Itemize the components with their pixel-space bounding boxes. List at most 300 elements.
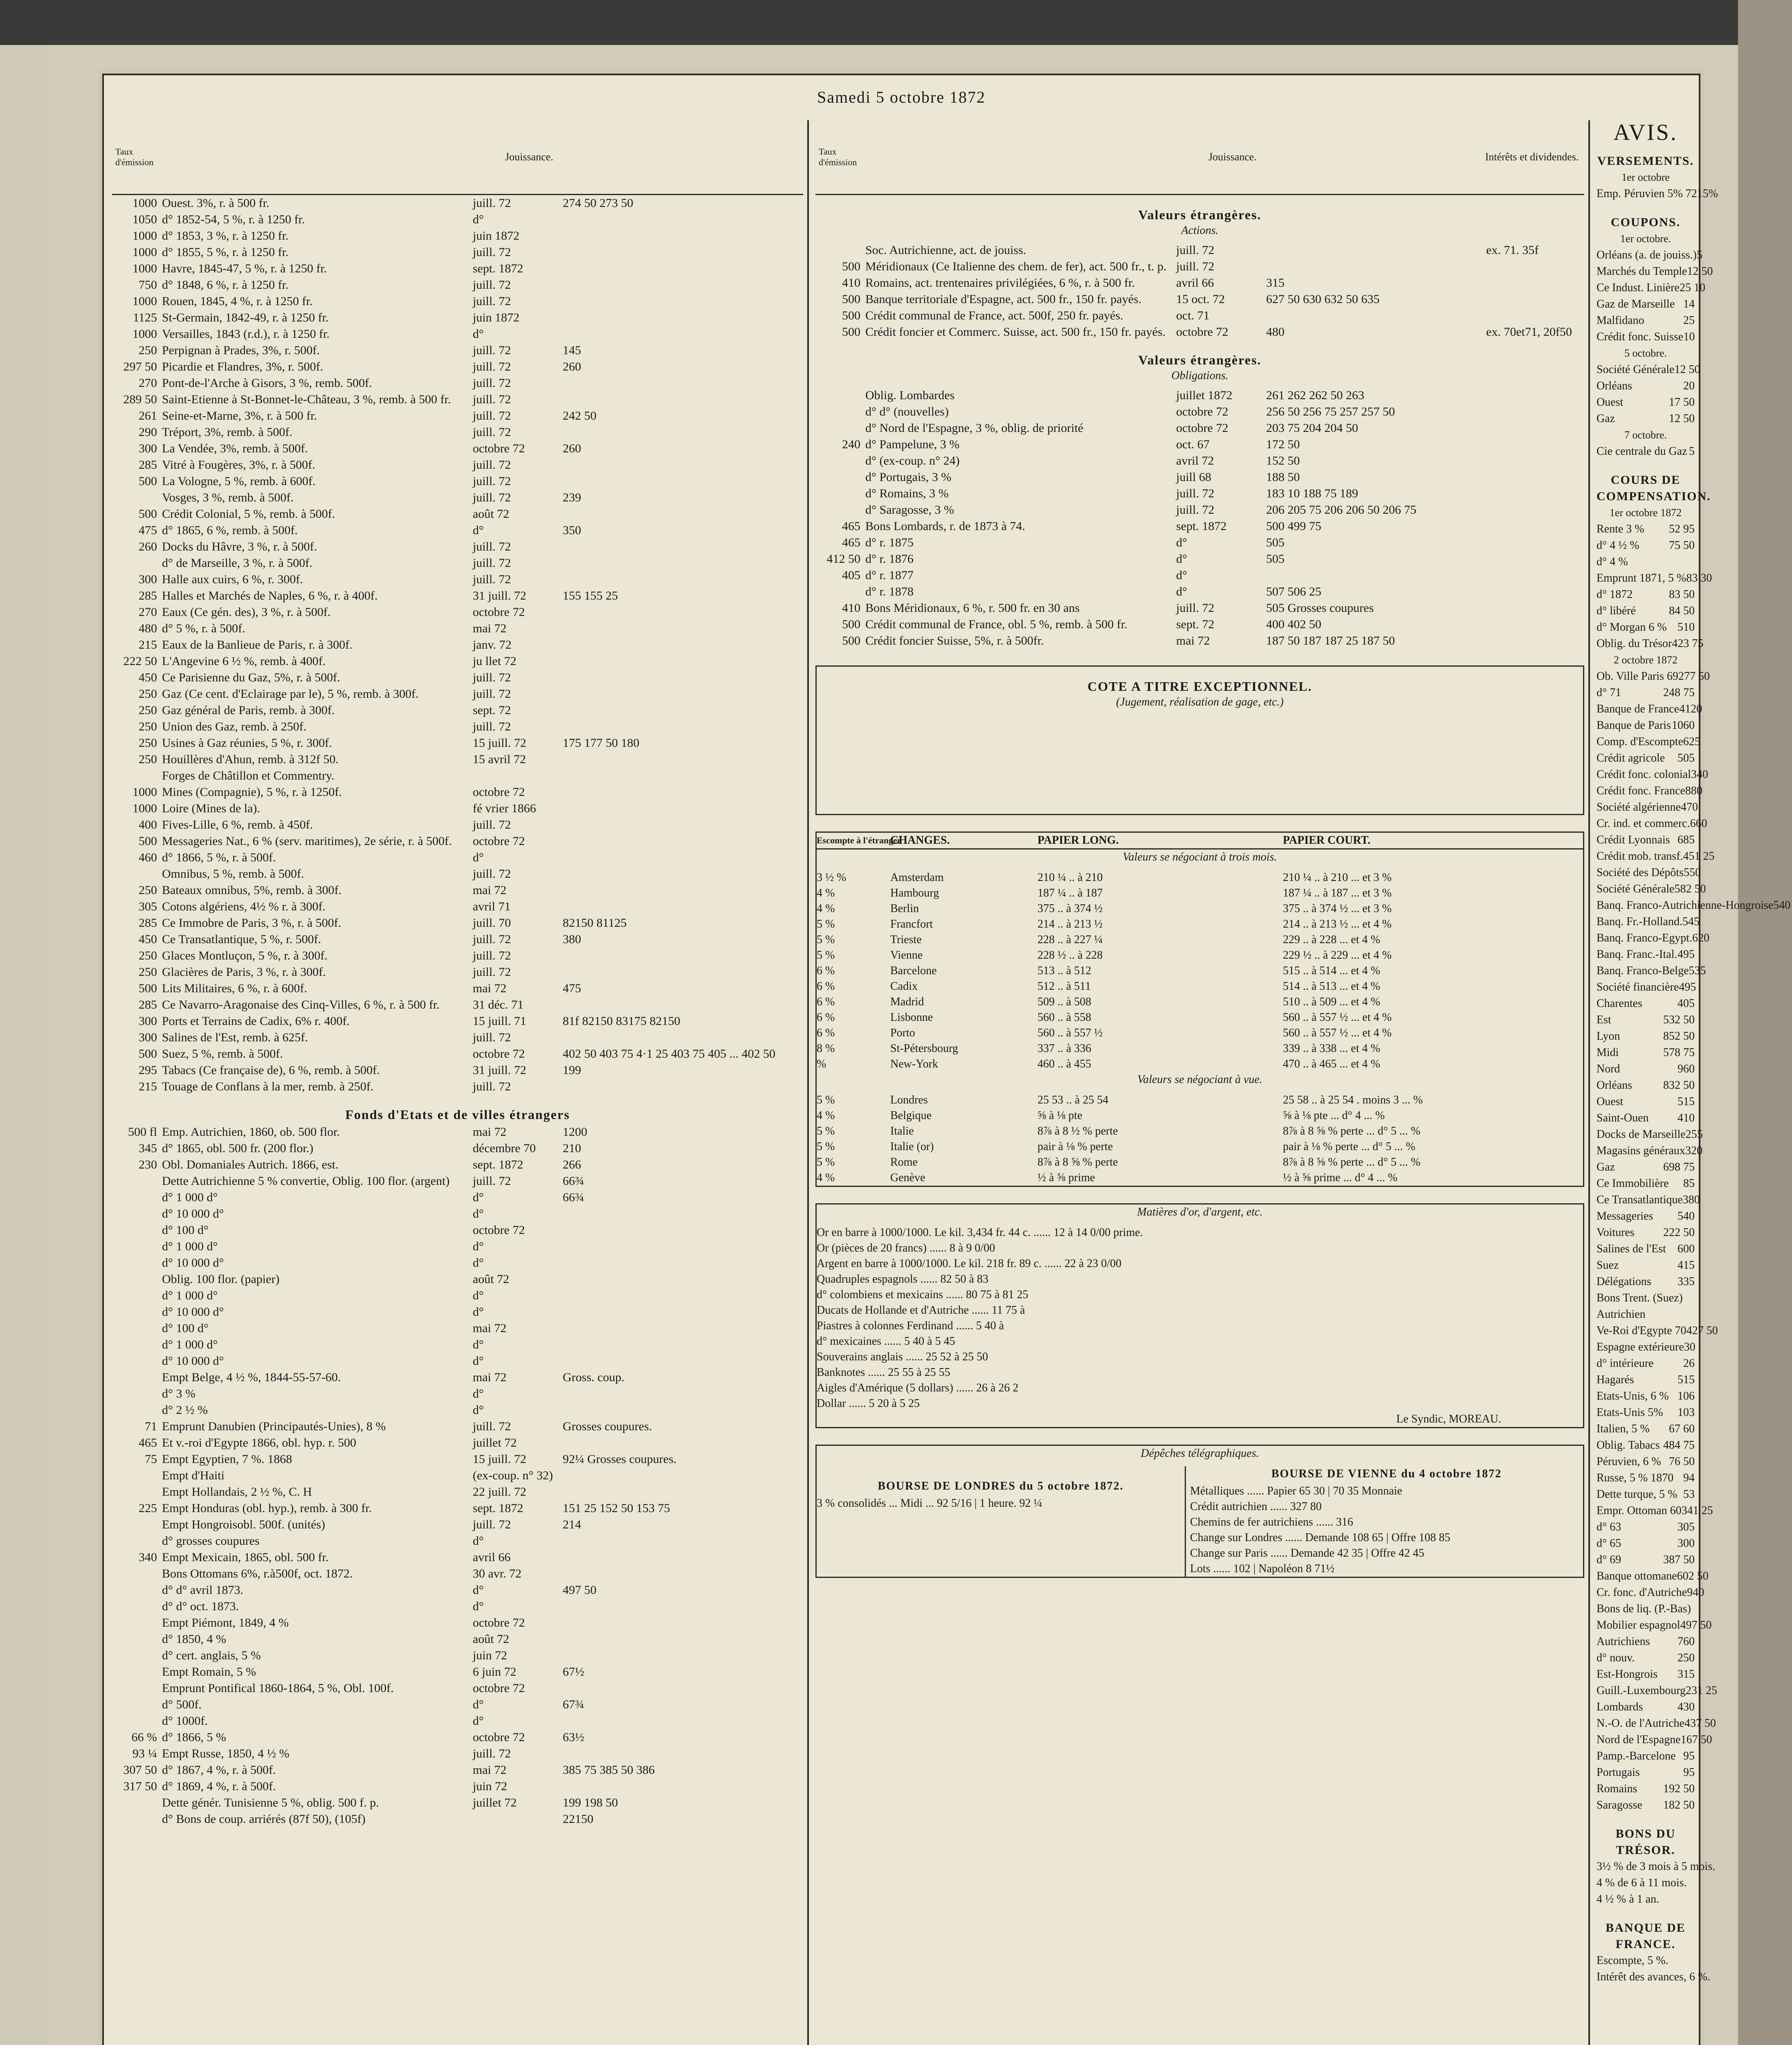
- item-label: Cr. fonc. d'Autriche: [1597, 1586, 1687, 1599]
- row-label: Empt Romain, 5 %: [162, 1665, 256, 1679]
- row-label: d° Romains, 3 %: [865, 487, 949, 500]
- list-item: [1597, 312, 1695, 329]
- item-value: 578 75: [1663, 1046, 1695, 1059]
- item-label: Italien, 5 %: [1597, 1423, 1650, 1435]
- row-jouissance: juill. 72: [473, 556, 511, 570]
- item-label: Emp. Péruvien 5% 72: [1597, 187, 1697, 200]
- header-rate: Taux d'émission: [819, 146, 857, 167]
- table-row: [112, 1435, 803, 1451]
- row-rate: 225: [139, 1501, 157, 1515]
- row-quotes: [563, 702, 803, 719]
- row-label: Crédit foncier Suisse, 5%, r. à 500fr.: [865, 634, 1044, 647]
- change-place: Francfort: [890, 918, 933, 930]
- matiere-row: Dollar ...... 5 20 à 5 25: [817, 1397, 920, 1410]
- row-rate: 475: [139, 524, 157, 537]
- item-value: 423 75: [1672, 637, 1704, 650]
- changes-row: [817, 1056, 1583, 1072]
- table-row: [112, 1778, 803, 1795]
- list-item: [1597, 1421, 1695, 1437]
- table-row: [112, 293, 803, 310]
- row-jouissance: juill. 72: [473, 294, 511, 308]
- list-item: [1597, 1437, 1695, 1454]
- item-value: 600: [1677, 1243, 1695, 1255]
- change-court: 470 .. à 465 ... et 4 %: [1283, 1058, 1380, 1070]
- change-place: Amsterdam: [890, 871, 944, 884]
- changes-row: [817, 948, 1583, 963]
- table-row: [112, 702, 803, 719]
- change-escompte: 5 %: [817, 918, 835, 930]
- matiere-row: Argent en barre à 1000/1000. Le kil. 218 fr. 89 c. ...... 22 à 23 0/00: [817, 1257, 1122, 1270]
- row-rate: 300: [139, 1014, 157, 1028]
- row-jouissance: juill. 72: [473, 867, 511, 881]
- item-label: Crédit fonc. Suisse: [1597, 330, 1684, 343]
- item-label: Bons Trent. (Suez): [1597, 1292, 1683, 1304]
- row-jouissance: août 72: [473, 507, 510, 521]
- row-quotes: 350: [563, 524, 581, 537]
- row-quotes: [563, 768, 803, 784]
- row-label: Empt Russe, 1850, 4 ½ %: [162, 1747, 290, 1760]
- item-label: Ce Indust. Linière: [1597, 281, 1680, 294]
- header-interets: Intérêts et dividendes.: [1485, 151, 1579, 163]
- item-label: Etats-Unis 5%: [1597, 1406, 1663, 1419]
- row-label: Bons Méridionaux, 6 %, r. 500 fr. en 30 ans: [865, 601, 1080, 615]
- item-value: 26: [1683, 1357, 1695, 1370]
- list-item: [1597, 1257, 1695, 1274]
- change-place: Berlin: [890, 902, 919, 915]
- item-value: 106: [1677, 1390, 1695, 1402]
- change-long: ½ à ⅝ prime: [1037, 1171, 1095, 1184]
- matiere-row: Banknotes ...... 25 55 à 25 55: [817, 1366, 950, 1379]
- item-value: 83 50: [1669, 588, 1695, 601]
- list-item: [1597, 1077, 1695, 1094]
- row-jouissance: octobre 72: [473, 834, 525, 848]
- table-row: [112, 326, 803, 342]
- row-jouissance: sept. 72: [473, 703, 511, 717]
- row-jouissance: avril 66: [1176, 276, 1214, 290]
- list-item: [1597, 1568, 1709, 1584]
- change-long: ⅝ à ⅛ pte: [1037, 1109, 1082, 1122]
- row-rate: [112, 1173, 162, 1189]
- row-rate: 93 ¼: [132, 1747, 157, 1760]
- matiere-row: Aigles d'Amérique (5 dollars) ...... 26 à 26 2: [817, 1382, 1019, 1394]
- row-jouissance: mai 72: [473, 982, 507, 995]
- row-rate: 300: [139, 573, 157, 586]
- row-quotes: [563, 1631, 803, 1647]
- row-quotes: 172 50: [1266, 438, 1300, 451]
- item-value: 832 50: [1663, 1079, 1695, 1092]
- table-row: [112, 849, 803, 866]
- row-quotes: [563, 948, 803, 964]
- changes-row: [817, 1155, 1583, 1170]
- row-label: Gaz général de Paris, remb. à 300f.: [162, 703, 335, 717]
- row-quotes: [563, 1746, 803, 1762]
- row-quotes: [563, 1337, 803, 1353]
- table-row: [112, 882, 803, 899]
- row-quotes: [563, 751, 803, 768]
- item-label: Péruvien, 6 %: [1597, 1455, 1661, 1468]
- row-label: Oblig. 100 flor. (papier): [162, 1272, 280, 1286]
- row-jouissance: avril 72: [1176, 454, 1214, 467]
- table-row: [112, 620, 803, 637]
- change-place: Genève: [890, 1171, 925, 1184]
- row-rate: 305: [139, 900, 157, 913]
- row-jouissance: juill. 72: [473, 949, 511, 962]
- list-item: [1597, 1045, 1695, 1061]
- row-label: Salines de l'Est, remb. à 625f.: [162, 1031, 308, 1044]
- row-label: Bons Lombards, r. de 1873 à 74.: [865, 519, 1025, 533]
- item-label: Portugais: [1597, 1766, 1640, 1779]
- row-label: d° Bons de coup. arriérés (87f 50), (105f): [162, 1812, 366, 1826]
- row-label: d° 1866, 5 %, r. à 500f.: [162, 851, 276, 864]
- row-rate: 250: [139, 753, 157, 766]
- table-row: [815, 535, 1584, 551]
- row-jouissance: juill. 72: [473, 1518, 511, 1531]
- row-jouissance: 15 oct. 72: [1176, 292, 1225, 306]
- row-label: Seine-et-Marne, 3%, r. à 500 fr.: [162, 409, 317, 422]
- row-label: Loire (Mines de la).: [162, 802, 260, 815]
- row-label: Crédit communal de France, act. 500f, 250 fr. payés.: [865, 309, 1123, 322]
- item-label: d° 63: [1597, 1521, 1621, 1533]
- row-interets: ex. 71. 35f: [1486, 243, 1539, 257]
- row-rate: [112, 866, 162, 882]
- row-jouissance: d°: [473, 1256, 484, 1270]
- item-label: Crédit agricole: [1597, 752, 1665, 764]
- row-jouissance: octobre 72: [473, 1681, 525, 1695]
- row-rate: 230: [139, 1158, 157, 1171]
- row-jouissance: d°: [473, 213, 484, 226]
- coupons-date-2: 5 octobre.: [1624, 347, 1667, 359]
- list-item: [1597, 411, 1695, 427]
- row-label: Forges de Châtillon et Commentry.: [162, 769, 335, 782]
- row-rate: 75: [145, 1452, 157, 1466]
- row-label: d° 1866, 5 %: [162, 1730, 226, 1744]
- row-quotes: [563, 866, 803, 882]
- table-row: [112, 277, 803, 293]
- table-row: [112, 195, 803, 211]
- change-long: 560 .. à 558: [1037, 1011, 1091, 1024]
- list-item: [1597, 1061, 1695, 1077]
- coupons-list-3: [1597, 443, 1695, 460]
- changes-row: [817, 885, 1583, 901]
- row-jouissance: juin 72: [473, 1649, 508, 1662]
- change-place: Hambourg: [890, 887, 939, 899]
- table-row: [112, 637, 803, 653]
- change-escompte: 5 %: [817, 933, 835, 946]
- list-item: [1597, 881, 1706, 897]
- row-rate: 240: [842, 438, 860, 451]
- table-row: [112, 457, 803, 473]
- row-rate: 66 %: [131, 1730, 157, 1744]
- item-value: 484 75: [1663, 1439, 1695, 1452]
- section-sub-obligations: Obligations.: [1171, 369, 1228, 382]
- row-label: d° grosses coupures: [162, 1534, 260, 1548]
- header-rate: Taux d'émission: [115, 146, 154, 167]
- row-label: d° 1 000 d°: [162, 1338, 218, 1351]
- coupons-title: COUPONS.: [1610, 216, 1681, 229]
- table-row: [112, 915, 803, 931]
- list-item: [1597, 1797, 1695, 1814]
- row-label: Usines à Gaz réunies, 5 %, r. 300f.: [162, 736, 332, 750]
- row-interets: [1486, 275, 1584, 291]
- table-row: [112, 424, 803, 440]
- item-value: 698 75: [1663, 1161, 1695, 1173]
- row-quotes: [563, 719, 803, 735]
- row-rate: 289 50: [123, 393, 157, 406]
- row-quotes: [563, 506, 803, 522]
- table-row: [815, 453, 1584, 469]
- change-court: 339 .. à 338 ... et 4 %: [1283, 1042, 1380, 1055]
- table-row: [112, 588, 803, 604]
- item-value: 53: [1683, 1488, 1695, 1501]
- banque-france-title: BANQUE DE FRANCE.: [1606, 1921, 1686, 1951]
- list-item: [1597, 1486, 1695, 1503]
- row-jouissance: juill. 72: [473, 687, 511, 701]
- item-value: 620: [1692, 932, 1710, 944]
- row-quotes: [563, 1353, 803, 1369]
- row-label: d° Pampelune, 3 %: [865, 438, 960, 451]
- row-rate: 250: [139, 687, 157, 701]
- row-label: Empt Belge, 4 ½ %, 1844-55-57-60.: [162, 1371, 341, 1384]
- change-place: Italie: [890, 1125, 914, 1137]
- matiere-row: d° mexicaines ...... 5 40 à 5 45: [817, 1335, 955, 1348]
- row-jouissance: d°: [473, 1583, 484, 1597]
- row-jouissance: juillet 72: [473, 1436, 517, 1449]
- row-jouissance: mai 72: [473, 622, 507, 635]
- item-value: 505: [1677, 752, 1695, 764]
- row-quotes: 22150: [563, 1812, 593, 1826]
- row-quotes: 260: [563, 442, 581, 455]
- row-rate: [815, 502, 865, 518]
- change-escompte: %: [817, 1058, 826, 1070]
- row-rate: [112, 1386, 162, 1402]
- list-item: [1597, 1028, 1695, 1045]
- row-label: Cotons algériens, 4½ % r. à 300f.: [162, 900, 326, 913]
- change-court: 560 .. à 557 ½ ... et 4 %: [1283, 1011, 1392, 1024]
- table-row: [112, 1189, 803, 1206]
- row-rate: 300: [139, 1031, 157, 1044]
- row-quotes: [563, 1435, 803, 1451]
- row-rate: 261: [139, 409, 157, 422]
- compensation-list: [1597, 521, 1712, 652]
- table-row: [112, 1046, 803, 1062]
- column-rule: [807, 120, 809, 2045]
- list-item: [1597, 1241, 1695, 1257]
- change-place: Cadix: [890, 980, 918, 993]
- row-label: Ce Navarro-Aragonaise des Cinq-Villes, 6 %, r. à 500 fr.: [162, 998, 440, 1011]
- list-item: [1597, 1552, 1695, 1568]
- row-jouissance: janv. 72: [473, 638, 512, 652]
- row-jouissance: juill. 72: [473, 540, 511, 553]
- list-item: [1597, 537, 1695, 554]
- row-quotes: [563, 1549, 803, 1566]
- row-jouissance: juill. 72: [473, 1747, 511, 1760]
- row-quotes: [563, 637, 803, 653]
- table-row: [112, 1079, 803, 1095]
- section-sub-actions: Actions.: [1181, 224, 1219, 237]
- change-court: 515 .. à 514 ... et 4 %: [1283, 964, 1380, 977]
- row-jouissance: d°: [473, 1240, 484, 1253]
- item-label: Banque de Paris: [1597, 719, 1671, 732]
- row-rate: 500: [139, 474, 157, 488]
- change-long: 8⅞ à 8 ⅝ % perte: [1037, 1156, 1118, 1169]
- row-label: Saint-Etienne à St-Bonnet-le-Château, 3 %, remb. à 500 fr.: [162, 393, 451, 406]
- changes-head-title: CHANGES.: [890, 834, 950, 847]
- row-jouissance: août 72: [473, 1272, 510, 1286]
- row-quotes: 214: [563, 1518, 581, 1531]
- row-interets: ex. 70et71, 20f50: [1486, 325, 1572, 339]
- row-quotes: [563, 997, 803, 1013]
- row-label: d° Nord de l'Espagne, 3 %, oblig. de priorité: [865, 421, 1084, 435]
- cote-sub: (Jugement, réalisation de gage, etc.): [1116, 696, 1284, 708]
- change-escompte: 5 %: [817, 1094, 835, 1106]
- row-quotes: [563, 1288, 803, 1304]
- row-quotes: 315: [1266, 276, 1284, 290]
- row-quotes: [563, 964, 803, 980]
- row-rate: [112, 1517, 162, 1533]
- row-rate: [112, 1664, 162, 1680]
- list-item: [1597, 1405, 1695, 1421]
- coupons-date: 1er octobre.: [1620, 233, 1671, 245]
- item-label: Hagarés: [1597, 1373, 1634, 1386]
- row-label: Romains, act. trentenaires privilégiées, 6 %, r. à 500 fr.: [865, 276, 1135, 290]
- row-label: Ce Parisienne du Gaz, 5%, r. à 500f.: [162, 671, 340, 684]
- table-row: [112, 375, 803, 391]
- row-quotes: [563, 604, 803, 620]
- bourse-londres-title: BOURSE DE LONDRES du 5 octobre 1872.: [878, 1480, 1124, 1492]
- change-court: 514 .. à 513 ... et 4 %: [1283, 980, 1380, 993]
- row-label: Docks du Hâvre, 3 %, r. à 500f.: [162, 540, 317, 553]
- row-jouissance: [473, 768, 563, 784]
- change-place: Porto: [890, 1027, 915, 1039]
- table-row: [112, 1353, 803, 1369]
- row-quotes: 175 177 50 180: [563, 736, 640, 750]
- change-court: 8⅞ à 8 ⅝ % perte ... d° 5 ... %: [1283, 1125, 1421, 1137]
- change-long: 337 .. à 336: [1037, 1042, 1091, 1055]
- list-item: [1597, 1748, 1695, 1764]
- item-value: 387 50: [1663, 1553, 1695, 1566]
- row-rate: [815, 404, 865, 420]
- row-rate: 290: [139, 425, 157, 439]
- row-rate: [112, 1631, 162, 1647]
- list-item: [1597, 1126, 1703, 1143]
- list-item: [1597, 1192, 1700, 1208]
- table-row: [112, 1029, 803, 1046]
- row-jouissance: sept. 1872: [473, 1501, 523, 1515]
- item-value: 12 50: [1669, 412, 1695, 425]
- table-row: [112, 1369, 803, 1386]
- item-label: Cr. ind. et commerc.: [1597, 817, 1690, 830]
- item-value: 545: [1682, 915, 1700, 928]
- row-quotes: 475: [563, 982, 581, 995]
- change-place: Trieste: [890, 933, 922, 946]
- row-quotes: [563, 1206, 803, 1222]
- row-label: d° r. 1876: [865, 552, 914, 566]
- table-row: [815, 485, 1584, 502]
- row-jouissance: d°: [473, 1289, 484, 1302]
- item-value: 25: [1683, 314, 1695, 327]
- row-quotes: [563, 261, 803, 277]
- row-quotes: 507 506 25: [1266, 585, 1321, 598]
- row-quotes: 627 50 630 632 50 635: [1266, 292, 1380, 306]
- list-item: [1597, 1732, 1712, 1748]
- row-label: Empt d'Haiti: [162, 1469, 225, 1482]
- row-label: d° Saragosse, 3 %: [865, 503, 954, 517]
- row-label: d° 1 000 d°: [162, 1191, 218, 1204]
- table-row: [112, 440, 803, 457]
- row-jouissance: juill. 72: [473, 278, 511, 292]
- item-label: Rente 3 %: [1597, 523, 1644, 535]
- table-row: [112, 1304, 803, 1320]
- compensation-list-2: [1597, 668, 1791, 1814]
- row-jouissance: juill. 72: [473, 818, 511, 831]
- row-rate: [112, 768, 162, 784]
- row-rate: 215: [139, 1080, 157, 1093]
- item-label: Crédit fonc. colonial: [1597, 768, 1691, 781]
- row-quotes: [563, 571, 803, 588]
- item-label: Salines de l'Est: [1597, 1243, 1666, 1255]
- row-label: d° 1000f.: [162, 1714, 208, 1728]
- row-rate: 480: [139, 622, 157, 635]
- item-value: 84 50: [1669, 605, 1695, 617]
- row-quotes: 152 50: [1266, 454, 1300, 467]
- table-row: [112, 310, 803, 326]
- row-label: d° d° oct. 1873.: [162, 1600, 239, 1613]
- table-row: [112, 1533, 803, 1549]
- row-rate: 317 50: [123, 1780, 157, 1793]
- compensation-date: 1er octobre 1872: [1609, 507, 1682, 519]
- row-label: Pont-de-l'Arche à Gisors, 3 %, remb. 500f.: [162, 376, 372, 390]
- changes-header: [817, 833, 1583, 849]
- row-quotes: Gross. coup.: [563, 1371, 624, 1384]
- change-escompte: 4 %: [817, 887, 835, 899]
- column-rule: [1588, 120, 1590, 2045]
- change-escompte: 4 %: [817, 1171, 835, 1184]
- row-label: d° 1850, 4 %: [162, 1632, 226, 1646]
- row-label: d° 3 %: [162, 1387, 195, 1400]
- row-jouissance: 30 avr. 72: [473, 1567, 522, 1580]
- row-quotes: 66¾: [563, 1191, 584, 1204]
- change-court: 375 .. à 374 ½ ... et 3 %: [1283, 902, 1392, 915]
- row-label: d° 100 d°: [162, 1321, 209, 1335]
- row-rate: [112, 1484, 162, 1500]
- item-value: 67 60: [1669, 1423, 1695, 1435]
- item-value: 540: [1773, 899, 1791, 912]
- change-court: 560 .. à 557 ½ ... et 4 %: [1283, 1027, 1392, 1039]
- row-rate: 1000: [132, 229, 157, 243]
- row-label: d° cert. anglais, 5 %: [162, 1649, 261, 1662]
- row-jouissance: juillet 1872: [1176, 389, 1233, 402]
- row-jouissance: juin 1872: [473, 229, 520, 243]
- row-jouissance: juill. 72: [1176, 243, 1215, 257]
- change-court: 229 .. à 228 ... et 4 %: [1283, 933, 1380, 946]
- row-quotes: [563, 849, 803, 866]
- row-rate: 1050: [132, 213, 157, 226]
- item-label: Ce Immobilière: [1597, 1177, 1669, 1190]
- change-escompte: 6 %: [817, 1027, 835, 1039]
- row-rate: 450: [139, 671, 157, 684]
- row-jouissance: juin 1872: [473, 311, 520, 324]
- scan-top-border: [0, 0, 1792, 45]
- item-value: 12 50: [1674, 363, 1700, 376]
- table-row: [112, 571, 803, 588]
- list-item: [1597, 979, 1695, 996]
- table-row: [112, 228, 803, 244]
- row-rate: 1000: [132, 294, 157, 308]
- table-row: [112, 1746, 803, 1762]
- row-quotes: 67¾: [563, 1698, 584, 1711]
- row-label: Bons Ottomans 6%, r.à500f, oct. 1872.: [162, 1567, 353, 1580]
- matieres-rows: [817, 1225, 1583, 1411]
